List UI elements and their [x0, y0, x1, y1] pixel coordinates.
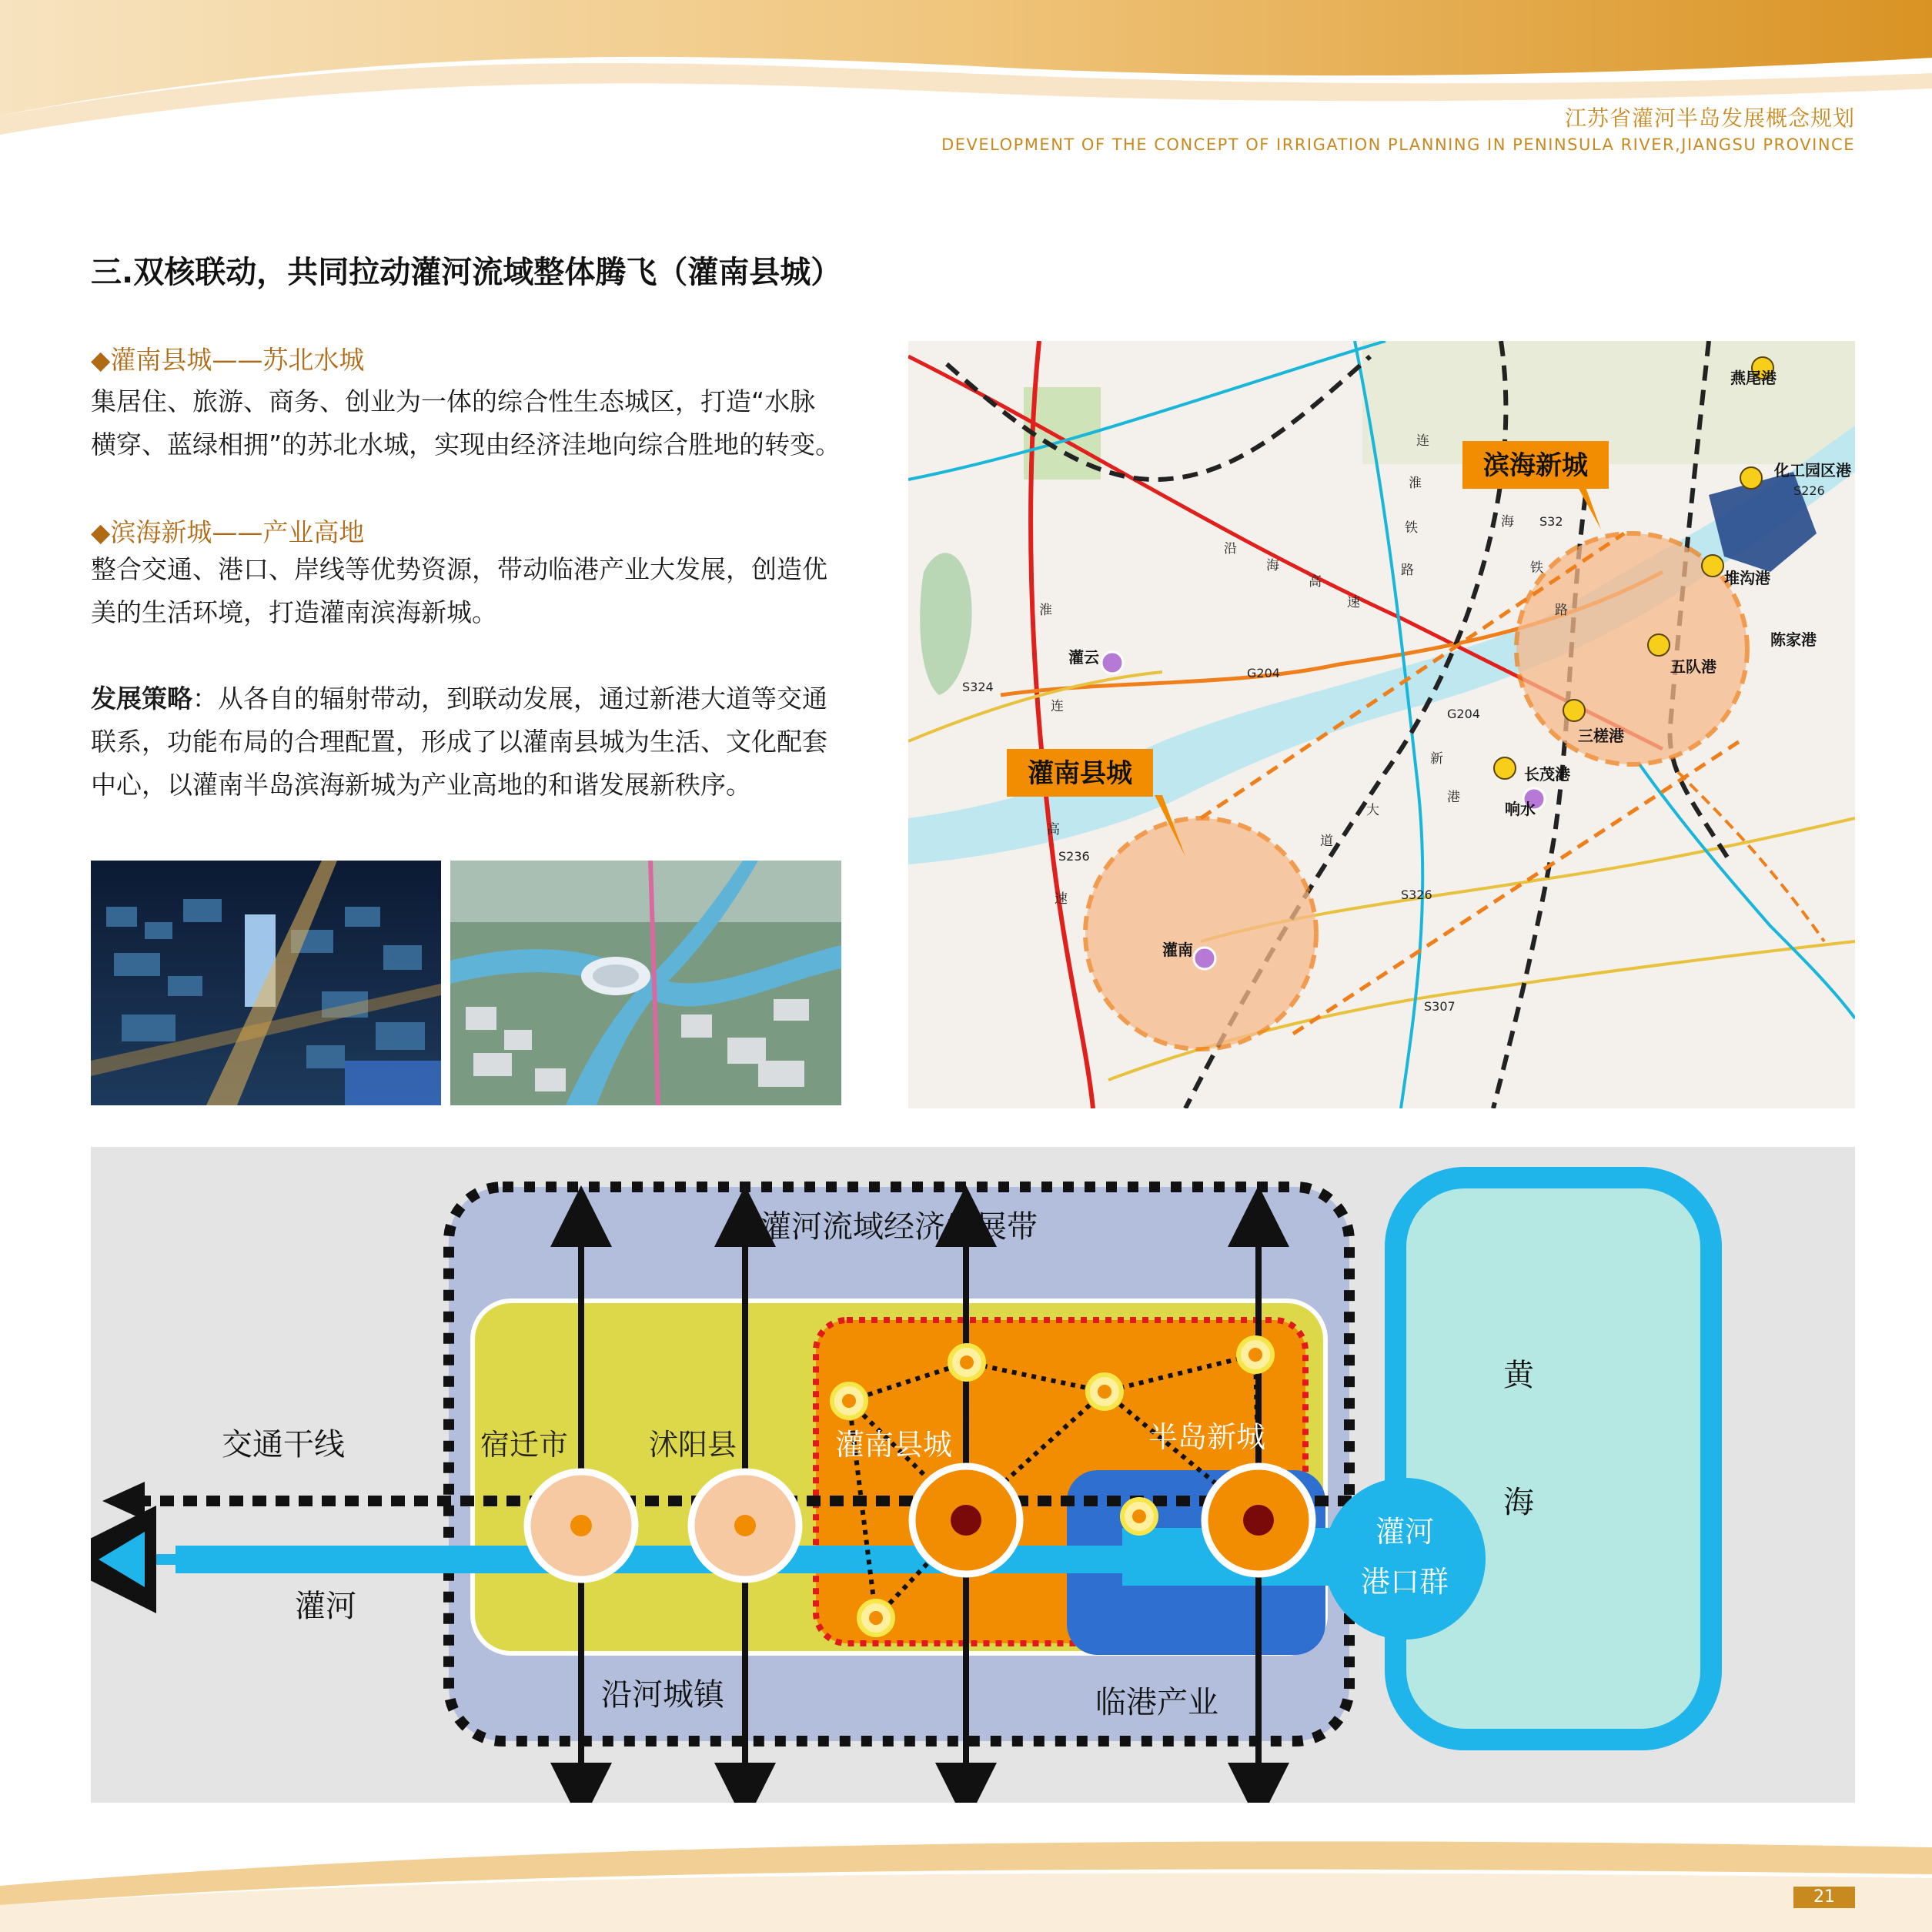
label-suqian: 宿迁市	[480, 1428, 569, 1462]
road-label-3: S326	[1401, 887, 1432, 902]
sea-label-char2: 海	[1503, 1485, 1534, 1520]
label-shuyang: 沭阳县	[648, 1428, 737, 1462]
strategy-line1: ：从各自的辐射带动，到联动发展，通过新港大道等交通	[192, 684, 827, 714]
svg-text:新: 新	[1430, 751, 1443, 767]
night-city-rendering-image	[91, 861, 441, 1105]
block-binhai-line1: 整合交通、港口、岸线等优势资源，带动临港产业大发展，创造优	[91, 554, 827, 584]
block-guannan-line2: 横穿、蓝绿相拥”的苏北水城，实现由经济洼地向综合胜地的转变。	[91, 430, 841, 460]
label-guannan: 灌南县城	[834, 1428, 953, 1462]
transport-trunk-label: 交通干线	[222, 1427, 345, 1462]
road-label-4: S307	[1424, 999, 1456, 1014]
label-riverside-towns: 沿河城镇	[601, 1677, 724, 1713]
svg-text:大: 大	[1366, 803, 1379, 818]
svg-text:连: 连	[1416, 433, 1429, 449]
block-text-guannan	[91, 380, 853, 466]
port-label-2: 堆沟港	[1724, 569, 1770, 587]
economic-belt-title: 灌河流域经济发展带	[760, 1209, 1038, 1245]
svg-text:铁: 铁	[1405, 520, 1418, 536]
section-title: 三.双核联动，共同拉动灌河流域整体腾飞（灌南县城）	[91, 255, 842, 290]
svg-text:速: 速	[1055, 891, 1068, 907]
svg-text:港: 港	[1447, 790, 1460, 805]
block-heading-guannan: ◆灌南县城——苏北水城	[91, 345, 365, 375]
regional-planning-map	[908, 341, 1855, 1108]
aerial-stadium-rendering-image	[450, 861, 841, 1105]
guannan-highlight-circle	[1085, 818, 1316, 1049]
sea-label-char1: 黄	[1503, 1358, 1534, 1393]
block-binhai-line2: 美的生活环境，打造灌南滨海新城。	[91, 597, 497, 627]
guannan-marker	[1194, 948, 1215, 969]
footer-decorative-band	[0, 1832, 1932, 1932]
place-label-2: 灌云	[1068, 648, 1099, 667]
road-label-2: S324	[962, 680, 994, 694]
svg-text:路: 路	[1401, 563, 1414, 578]
block-text-binhai	[91, 548, 853, 634]
strategy-text	[91, 677, 853, 807]
port-label-4: 三槎港	[1578, 727, 1624, 745]
road-label-7: S32	[1539, 514, 1563, 529]
development-concept-diagram	[91, 1147, 1855, 1803]
strategy-label: 发展策略	[91, 684, 192, 714]
svg-text:海: 海	[1501, 514, 1514, 530]
svg-text:路: 路	[1555, 603, 1568, 618]
svg-text:灌南县城: 灌南县城	[1028, 758, 1132, 789]
port-group-line2: 港口群	[1360, 1565, 1449, 1599]
road-label-1: G204	[1247, 666, 1280, 680]
svg-text:高: 高	[1309, 574, 1322, 590]
node-peninsula	[1205, 1466, 1312, 1574]
svg-text:高: 高	[1047, 822, 1060, 837]
page-number: 21	[1793, 1887, 1855, 1908]
place-label-0: 陈家港	[1770, 630, 1817, 649]
header-title-cn: 江苏省灌河半岛发展概念规划	[1564, 105, 1855, 131]
node-guannan	[912, 1466, 1020, 1574]
label-port-industry: 临港产业	[1095, 1685, 1218, 1720]
strategy-line2: 联系，功能布局的合理配置，形成了以灌南县城为生活、文化配套	[91, 727, 827, 757]
block-heading-binhai: ◆滨海新城——产业高地	[91, 517, 365, 547]
road-label-5: S236	[1058, 849, 1090, 864]
svg-text:沿: 沿	[1224, 541, 1237, 557]
port-label-0: 燕尾港	[1730, 369, 1777, 387]
guanyun-marker	[1101, 652, 1123, 674]
road-label-6: G204	[1447, 707, 1480, 721]
port-group-circle	[1324, 1478, 1486, 1640]
header-title-en: DEVELOPMENT OF THE CONCEPT OF IRRIGATION PLANNING IN PENINSULA RIVER,JIANGSU PROVINCE	[941, 135, 1855, 154]
label-peninsula: 半岛新城	[1148, 1420, 1266, 1454]
svg-text:道: 道	[1320, 834, 1333, 849]
block-guannan-line1: 集居住、旅游、商务、创业为一体的综合性生态城区，打造“水脉	[91, 386, 816, 416]
svg-text:速: 速	[1347, 595, 1360, 610]
svg-text:淮: 淮	[1409, 476, 1422, 491]
svg-text:连: 连	[1051, 699, 1064, 714]
port-label-1: 化工园区港	[1774, 461, 1851, 480]
node-suqian	[527, 1472, 635, 1579]
road-label-0: S226	[1793, 483, 1825, 498]
svg-text:淮: 淮	[1039, 603, 1052, 618]
svg-text:海: 海	[1266, 558, 1279, 573]
svg-text:铁: 铁	[1530, 560, 1543, 576]
svg-text:滨海新城: 滨海新城	[1483, 450, 1588, 481]
port-group-line1: 灌河	[1375, 1515, 1435, 1549]
node-shuyang	[691, 1472, 799, 1579]
place-label-3: 灌南	[1162, 941, 1193, 959]
river-label: 灌河	[295, 1589, 356, 1624]
yellow-sea-area	[1396, 1178, 1711, 1740]
strategy-line3: 中心，以灌南半岛滨海新城为产业高地的和谐发展新秩序。	[91, 770, 751, 800]
port-label-5: 长茂港	[1524, 765, 1570, 784]
place-label-1: 响水	[1505, 800, 1536, 818]
port-label-3: 五队港	[1670, 657, 1716, 676]
